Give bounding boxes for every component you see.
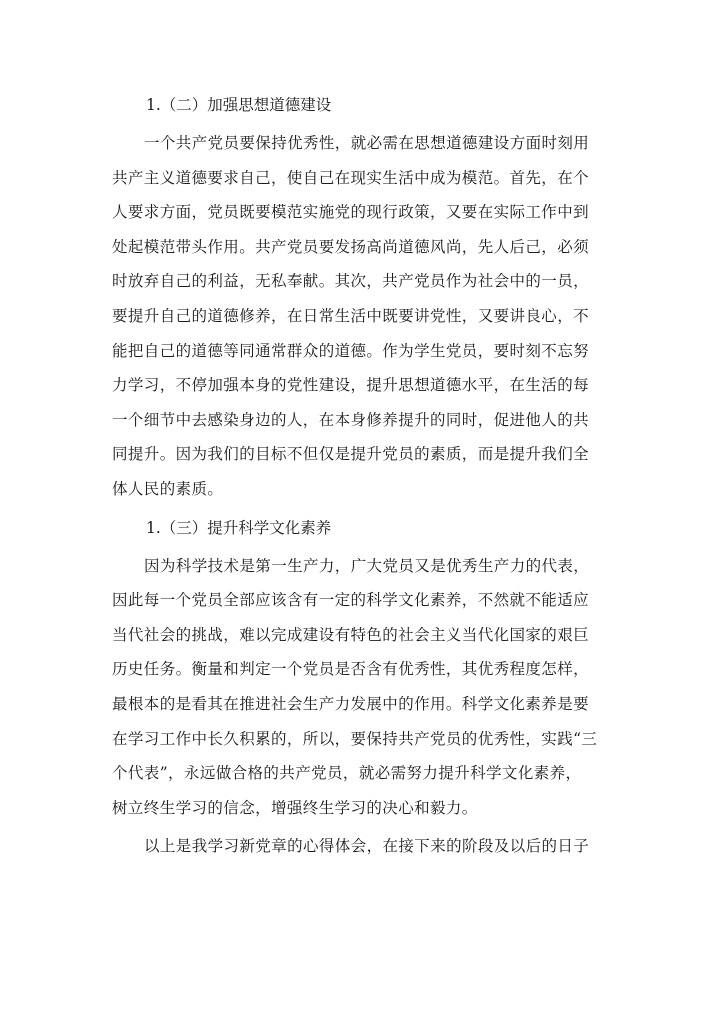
text-line: 因此每一个党员全部应该含有一定的科学文化素养，不然就不能适应	[112, 591, 590, 610]
section-heading-moral: 1.（二）加强思想道德建设	[146, 96, 332, 114]
text-line: 因为科学技术是第一生产力，广大党员又是优秀生产力的代表，	[144, 556, 590, 575]
text-line: 在学习工作中长久积累的，所以，要保持共产党员的优秀性，实践“三	[112, 729, 598, 748]
text-line: 以上是我学习新党章的心得体会，在接下来的阶段及以后的日子	[144, 837, 590, 856]
text-line: 人要求方面，党员既要模范实施党的现行政策，又要在实际工作中到	[112, 203, 590, 222]
paragraph-moral	[112, 126, 608, 507]
document-page	[112, 88, 608, 868]
text-line: 历史任务。衡量和判定一个党员是否含有优秀性，其优秀程度怎样，	[112, 660, 590, 679]
text-line: 同提升。因为我们的目标不但仅是提升党员的素质，而是提升我们全	[112, 445, 590, 464]
text-line: 当代社会的挑战，难以完成建设有特色的社会主义当代化国家的艰巨	[112, 625, 590, 644]
text-line: 个代表”，永远做合格的共产党员，就必需努力提升科学文化素养，	[112, 764, 582, 783]
text-line: 力学习，不停加强本身的党性建设，提升思想道德水平，在生活的每	[112, 376, 590, 395]
text-line: 树立终生学习的信念，增强终生学习的决心和毅力。	[112, 798, 478, 817]
text-line: 要提升自己的道德修养，在日常生活中既要讲党性，又要讲良心，不	[112, 306, 590, 325]
text-line: 时放弃自己的利益，无私奉献。其次，共产党员作为社会中的一员，	[112, 272, 590, 291]
paragraph-closing	[112, 829, 608, 864]
text-line: 能把自己的道德等同通常群众的道德。作为学生党员，要时刻不忘努	[112, 341, 590, 360]
text-line: 体人民的素质。	[112, 479, 224, 498]
text-line: 处起模范带头作用。共产党员要发扬高尚道德风尚，先人后己，必须	[112, 237, 590, 256]
text-line: 共产主义道德要求自己，使自己在现实生活中成为模范。首先，在个	[112, 168, 590, 187]
text-line: 最根本的是看其在推进社会生产力发展中的作用。科学文化素养是要	[112, 694, 590, 713]
paragraph-science	[112, 549, 608, 826]
text-line: 一个共产党员要保持优秀性，就必需在思想道德建设方面时刻用	[144, 134, 590, 152]
text-line: 一个细节中去感染身边的人，在本身修养提升的同时，促进他人的共	[112, 410, 590, 429]
section-heading-science: 1.（三）提升科学文化素养	[146, 518, 332, 537]
